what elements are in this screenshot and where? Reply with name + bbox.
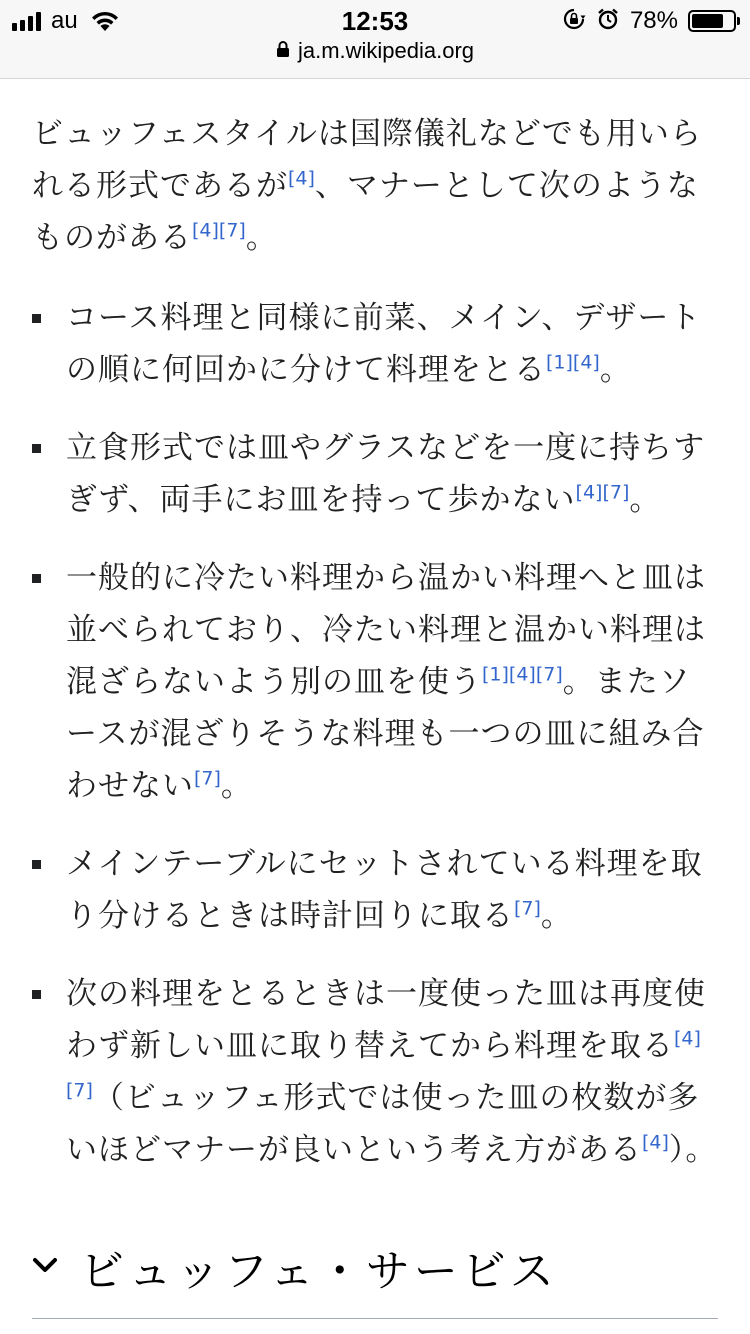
list-item xyxy=(32,838,722,942)
chevron-down-icon xyxy=(32,1256,58,1278)
reference-link[interactable]: [7] xyxy=(602,481,630,504)
list-item-text: ）。 xyxy=(668,1132,718,1168)
list-item xyxy=(32,292,722,396)
bullet-icon xyxy=(32,574,41,583)
bullet-icon xyxy=(32,990,41,999)
reference-link[interactable]: [1] xyxy=(546,351,573,374)
intro-paragraph xyxy=(32,108,722,264)
battery-icon xyxy=(688,10,736,32)
carrier-name: au xyxy=(51,7,78,34)
bullet-icon xyxy=(32,860,41,869)
reference-link[interactable]: [7] xyxy=(514,897,541,920)
status-right xyxy=(562,6,736,36)
intro-text: 、マナーとして次のようなものがある xyxy=(32,168,699,256)
manner-list xyxy=(32,292,722,1176)
section-divider xyxy=(32,1318,718,1319)
lock-icon xyxy=(276,38,290,64)
browser-chrome xyxy=(0,0,750,79)
list-item xyxy=(32,422,722,526)
list-item-text: 。またソースが混ざりそうな料理も一つの皿に組み合わせない xyxy=(66,664,705,804)
list-item-text: 。 xyxy=(540,898,573,934)
bullet-icon xyxy=(32,314,41,323)
reference-link[interactable]: [7] xyxy=(194,767,221,790)
intro-text: ビュッフェスタイルは国際儀礼などでも用いられる形式であるが xyxy=(32,116,702,204)
reference-link[interactable]: [4] xyxy=(508,663,536,686)
bullet-icon xyxy=(32,444,41,453)
status-bar xyxy=(0,0,750,40)
section-toggle[interactable] xyxy=(32,1232,718,1302)
list-item-text: メインテーブルにセットされている料理を取り分けるときは時計回りに取る xyxy=(66,846,703,934)
list-item-text: 次の料理をとるときは一度使った皿は再度使わず新しい皿に取り替えてから料理を取る xyxy=(66,976,706,1064)
address-bar[interactable] xyxy=(0,38,750,64)
reference-link[interactable]: [4] xyxy=(192,219,219,242)
reference-link[interactable]: [4] xyxy=(674,1027,701,1050)
reference-link[interactable]: [7] xyxy=(218,219,246,242)
url-text[interactable]: ja.m.wikipedia.org xyxy=(297,38,475,63)
list-item xyxy=(32,552,722,812)
article-content xyxy=(32,108,722,1202)
reference-link[interactable]: [4] xyxy=(642,1131,669,1154)
alarm-icon xyxy=(596,7,620,35)
list-item-text: 。 xyxy=(220,768,253,804)
list-item-text: 一般的に冷たい料理から温かい料理へと皿は並べられており、冷たい料理と温かい料理は混ざらないよう別の皿を使う xyxy=(66,560,706,700)
list-item-text: コース料理と同様に前菜、メイン、デザートの順に何回かに分けて料理をとる xyxy=(66,300,702,388)
rotation-lock-icon xyxy=(562,7,586,35)
list-item xyxy=(32,968,722,1176)
list-item-text: 。 xyxy=(599,352,632,388)
reference-link[interactable]: [1] xyxy=(482,663,509,686)
reference-link[interactable]: [7] xyxy=(535,663,563,686)
list-item-text: 。 xyxy=(629,482,662,518)
list-item-text: （ビュッフェ形式では使った皿の枚数が多いほどマナーが良いという考え方がある xyxy=(66,1080,700,1168)
reference-link[interactable]: [4] xyxy=(572,351,600,374)
battery-percent: 78% xyxy=(629,7,678,34)
clock: 12:53 xyxy=(341,6,409,36)
reference-link[interactable]: [7] xyxy=(66,1079,93,1102)
intro-text: 。 xyxy=(245,220,278,256)
section-heading: ビュッフェ・サービス xyxy=(80,1246,558,1297)
list-item-text: 立食形式では皿やグラスなどを一度に持ちすぎず、両手にお皿を持って歩かない xyxy=(66,430,706,518)
reference-link[interactable]: [4] xyxy=(288,167,315,190)
reference-link[interactable]: [4] xyxy=(575,481,603,504)
